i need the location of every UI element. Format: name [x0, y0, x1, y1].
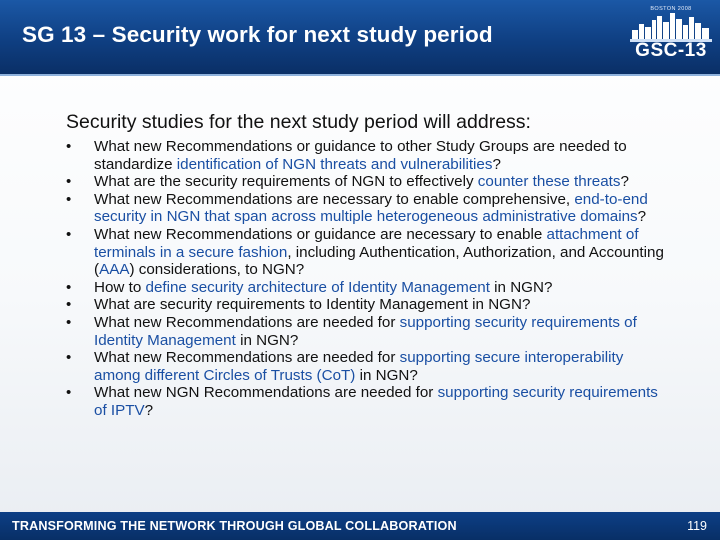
bullet-text: ) considerations, to NGN? [129, 261, 305, 279]
highlighted-text: supporting secure interoperability among different Circles of Trusts (CoT) [94, 349, 624, 384]
bullet-text: What new Recommendations are necessary to enable comprehensive, [94, 190, 575, 208]
highlighted-text: counter these threats [477, 173, 621, 191]
bullet-text: What are security requirements to Identity Management in NGN? [94, 296, 531, 314]
bullet-text: ? [492, 155, 501, 173]
highlighted-text: define security architecture of Identity Management [145, 278, 490, 296]
bullet-item [66, 296, 666, 314]
slide-title: SG 13 – Security work for next study period [22, 22, 493, 47]
gsc13-logo [630, 6, 712, 68]
page-number: 119 [687, 519, 707, 533]
bullet-marker: • [66, 296, 72, 314]
bullet-item [66, 314, 666, 349]
bullet-text: in NGN? [235, 331, 299, 349]
footer-band [0, 512, 720, 540]
bullet-marker: • [66, 190, 72, 208]
bullet-marker: • [66, 384, 72, 402]
bullet-text: ? [620, 173, 629, 191]
bullet-text: ? [637, 208, 647, 226]
bullet-text: in NGN? [489, 278, 553, 296]
bullet-list [66, 138, 666, 420]
bullet-item [66, 173, 666, 191]
bullet-item [66, 349, 666, 384]
logo-wordmark: GSC-13 [635, 40, 707, 61]
highlighted-text: supporting security requirements of IPTV [94, 384, 658, 419]
intro-text: Security studies for the next study period will address: [66, 111, 531, 133]
bullet-text: What new Recommendations or guidance to other Study Groups are needed to standardize [94, 138, 627, 173]
bullet-item [66, 138, 666, 173]
bullet-text: What new NGN Recommendations are needed for [94, 384, 438, 402]
bullet-marker: • [66, 138, 72, 155]
bullet-text: What new Recommendations are needed for [94, 313, 400, 331]
bullet-marker: • [66, 173, 72, 191]
bullet-item [66, 191, 666, 226]
highlighted-text: AAA [99, 261, 130, 279]
bullet-item [66, 279, 666, 297]
bullet-text: How to [94, 278, 146, 296]
logo-caption: BOSTON 2008 [650, 6, 692, 12]
footer-tagline: TRANSFORMING THE NETWORK THROUGH GLOBAL COLLABORATION [12, 519, 457, 533]
bullet-marker: • [66, 313, 72, 331]
highlighted-text: attachment of terminals in a secure fashion [94, 225, 639, 261]
bullet-text: ? [144, 401, 154, 419]
highlighted-text: end-to-end security in NGN that span across multiple heterogeneous administrative domains [94, 190, 648, 226]
bullet-item [66, 226, 666, 279]
highlighted-text: supporting security requirements of Identity Management [94, 313, 637, 349]
bullet-item [66, 384, 666, 419]
bullet-text: What new Recommendations or guidance are necessary to enable [94, 225, 547, 243]
highlighted-text: identification of NGN threats and vulnerabilities [176, 155, 493, 173]
bullet-text: What are the security requirements of NGN to effectively [94, 173, 478, 191]
bullet-text: What new Recommendations are needed for [94, 349, 400, 367]
bullet-marker: • [66, 349, 72, 367]
header-band [0, 0, 720, 76]
skyline-icon [630, 10, 712, 42]
bullet-text: in NGN? [355, 366, 418, 384]
bullet-marker: • [66, 225, 72, 243]
bullet-marker: • [66, 278, 72, 296]
bullet-text: , including Authentication, Authorization, and Accounting ( [94, 243, 664, 279]
